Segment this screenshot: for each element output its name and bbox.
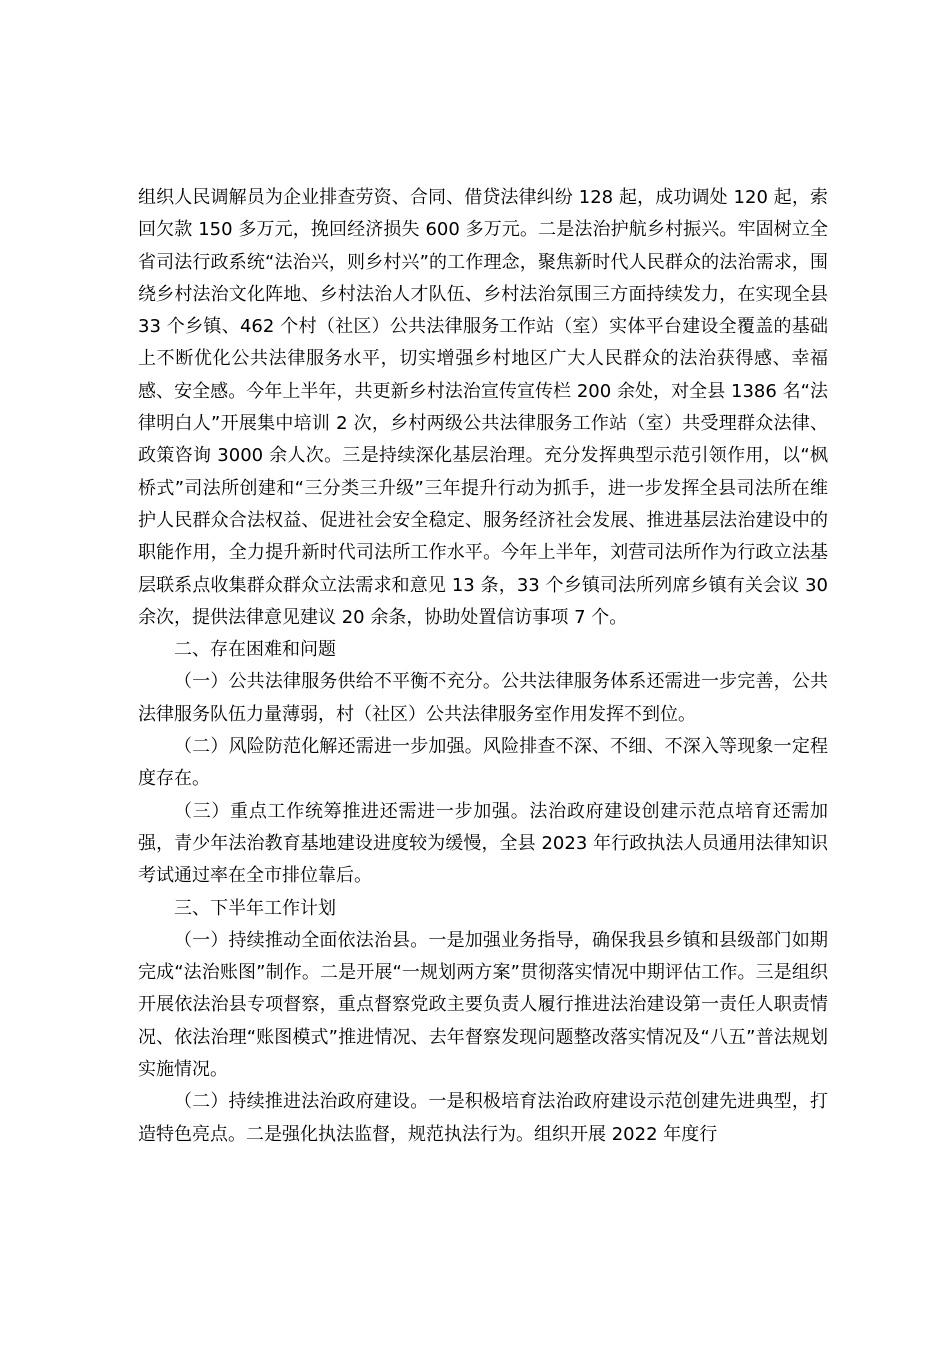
paragraph-difficulty-1: （一）公共法律服务供给不平衡不充分。公共法律服务体系还需进一步完善，公共法律服务队伍力量薄弱，村（社区）公共法律服务室作用发挥不到位。 xyxy=(138,671,828,725)
paragraph-difficulty-2: （二）风险防范化解还需进一步加强。风险排查不深、不细、不深入等现象一定程度存在。 xyxy=(138,736,828,790)
paragraph-difficulty-3: （三）重点工作统筹推进还需进一步加强。法治政府建设创建示范点培育还需加强，青少年法治教育基地建设进度较为缓慢，全县 2023 年行政执法人员通用法律知识考试通过率在全市排位靠后。 xyxy=(138,800,828,887)
section-heading-plan: 三、下半年工作计划 xyxy=(174,897,336,919)
section-heading-difficulties: 二、存在困难和问题 xyxy=(174,639,336,661)
paragraph-plan-2: （二）持续推进法治政府建设。一是积极培育法治政府建设示范创建先进典型，打造特色亮点。二是强化执法监督，规范执法行为。组织开展 2022 年度行 xyxy=(138,1091,828,1145)
paragraph-plan-1: （一）持续推动全面依法治县。一是加强业务指导，确保我县乡镇和县级部门如期完成“法治账图”制作。二是开展“一规划两方案”贯彻落实情况中期评估工作。三是组织开展依法治县专项督察，重点督察党政主要负责人履行推进法治建设第一责任人职责情况、依法治理“账图模式”推进情况、去年督察发现问题整改落实情况及“八五”普法规划实施情况。 xyxy=(138,929,829,1081)
document-body xyxy=(138,182,828,1151)
paragraph-continued-work-summary: 组织人民调解员为企业排查劳资、合同、借贷法律纠纷 128 起，成功调处 120 起，索回欠款 150 多万元，挽回经济损失 600 多万元。二是法治护航乡村振兴。牢固树立全省司法行政系统“法治兴，则乡村兴”的工作理念，聚焦新时代人民群众的法治需求，围绕乡村法治文化阵地、乡村法治人才队伍、乡村法治氛围三方面持续发力，在实现全县 33 个乡镇、462 个村（社区）公共法律服务工作站（室）实体平台建设全覆盖的基础上不断优化公共法律服务水平，切实增强乡村地区广大人民群众的法治获得感、幸福感、安全感。今年上半年，共更新乡村法治宣传宣传栏 200 余处，对全县 1386 名“法律明白人”开展集中培训 2 次，乡村两级公共法律服务工作站（室）共受理群众法律、政策咨询 3000 余人次。三是持续深化基层治理。充分发挥典型示范引领作用，以“枫桥式”司法所创建和“三分类三升级”三年提升行动为抓手，进一步发挥全县司法所在维护人民群众合法权益、促进社会安全稳定、服务经济社会发展、推进基层法治建设中的职能作用，全力提升新时代司法所工作水平。今年上半年，刘营司法所作为行政立法基层联系点收集群众群众立法需求和意见 13 条，33 个乡镇司法所列席乡镇有关会议 30 余次，提供法律意见建议 20 余条，协助处置信访事项 7 个。 xyxy=(138,187,828,628)
